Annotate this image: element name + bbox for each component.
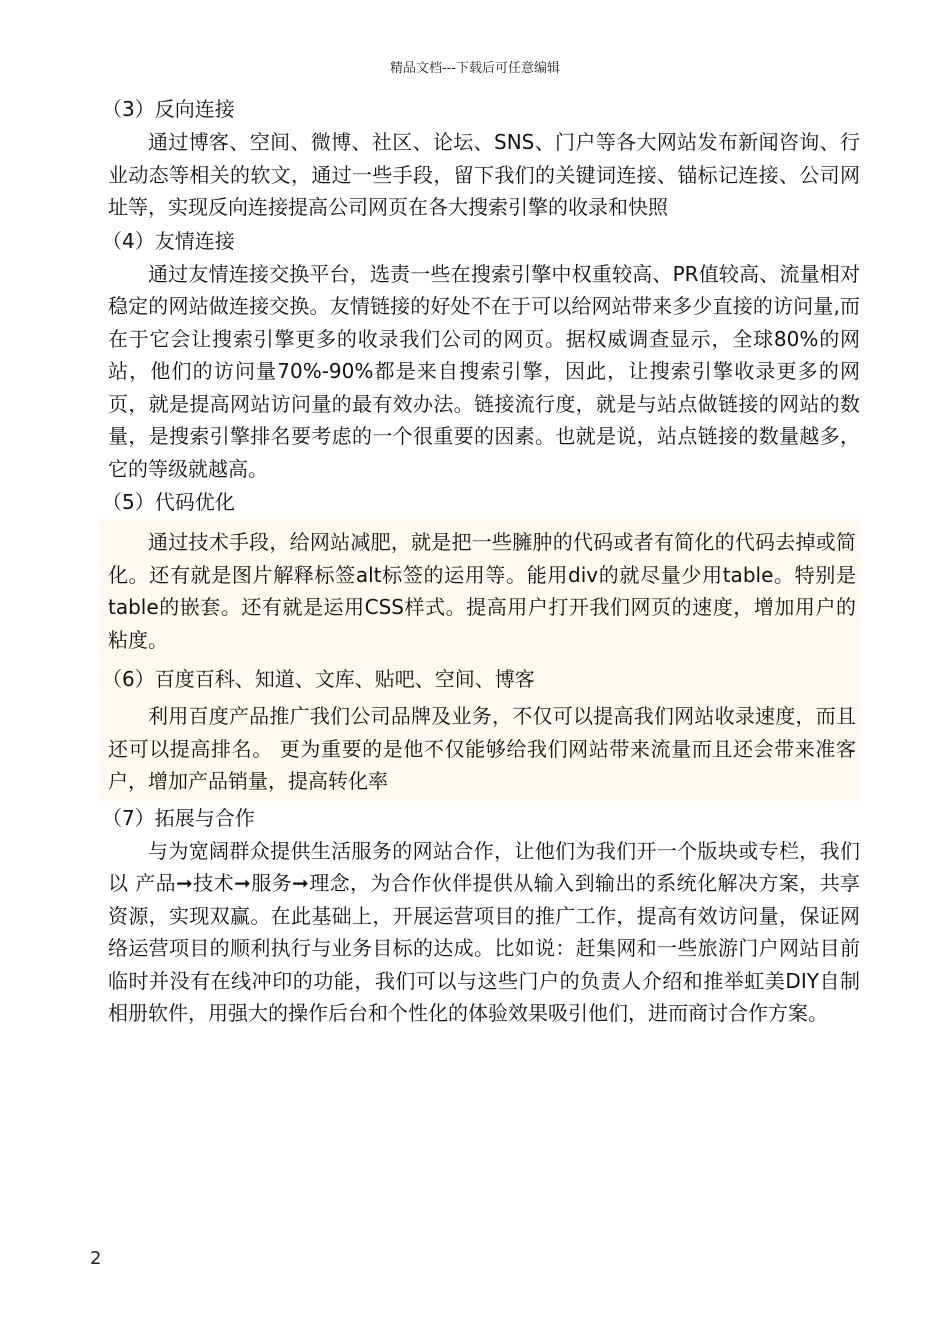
- section-paragraph: 通过技术手段，给网站减肥，就是把一些臃肿的代码或者有简化的代码去掉或简化。还有就是图片解释标签alt标签的运用等。能用div的就尽量少用table。特别是table的嵌套。还有就是运用CSS样式。提高用户打开我们网页的速度，增加用户的粘度。: [108, 530, 856, 652]
- section-7: [100, 801, 860, 1030]
- section-paragraph: 通过友情连接交换平台，选责一些在搜索引擎中权重较高、PR值较高、流量相对稳定的网站做连接交换。友情链接的好处不在于可以给网站带来多少直接的访问量,而在于它会让搜索引擎更多的收录我们公司的网页。据权威调查显示，全球80%的网站，他们的访问量70%-90%都是来自搜索引擎，因此，让搜索引擎收录更多的网页，就是提高网站访问量的最有效办法。链接流行度，就是与站点做链接的网站的数量，是搜索引擎排名要考虑的一个很重要的因素。也就是说，站点链接的数量越多，它的等级就越高。: [108, 261, 860, 481]
- section-heading: （7）拓展与合作: [102, 805, 255, 830]
- section-paragraph: 通过博客、空间、微博、社区、论坛、SNS、门户等各大网站发布新闻咨询、行业动态等相关的软文，通过一些手段，留下我们的关键词连接、锚标记连接、公司网址等，实现反向连接提高公司网页在各大搜索引擎的收录和快照: [108, 130, 860, 219]
- section-heading: （4）友情连接: [102, 228, 235, 253]
- document-body: [100, 92, 860, 1030]
- page-number: 2: [90, 1248, 102, 1269]
- section-heading: （5）代码优化: [102, 490, 235, 514]
- shaded-block: [100, 659, 860, 801]
- section-heading: （3）反向连接: [102, 97, 235, 121]
- section-5: [100, 485, 860, 659]
- section-heading: （6）百度百科、知道、文库、贴吧、空间、博客: [102, 667, 535, 691]
- section-6: [100, 659, 860, 801]
- shaded-block: [100, 519, 860, 659]
- page-header: 精品文档---下载后可任意编辑: [389, 61, 561, 76]
- section-3: [100, 92, 860, 224]
- section-paragraph: 利用百度产品推广我们公司品牌及业务，不仅可以提高我们网站收录速度，而且还可以提高排名。 更为重要的是他不仅能够给我们网站带来流量而且还会带来准客户，增加产品销量，提高转化率: [108, 704, 856, 793]
- section-4: [100, 224, 860, 486]
- section-paragraph: 与为宽阔群众提供生活服务的网站合作，让他们为我们开一个版块或专栏，我们以 产品➞技术➞服务➞理念，为合作伙伴提供从输入到输出的系统化解决方案，共享资源，实现双赢。在此基础上，开展运营项目的推广工作，提高有效访问量，保证网络运营项目的顺利执行与业务目标的达成。比如说：赶集网和一些旅游门户网站目前临时并没有在线冲印的功能，我们可以与这些门户的负责人介绍和推举虹美DIY自制相册软件，用强大的操作后台和个性化的体验效果吸引他们，进而商讨合作方案。: [108, 838, 860, 1025]
